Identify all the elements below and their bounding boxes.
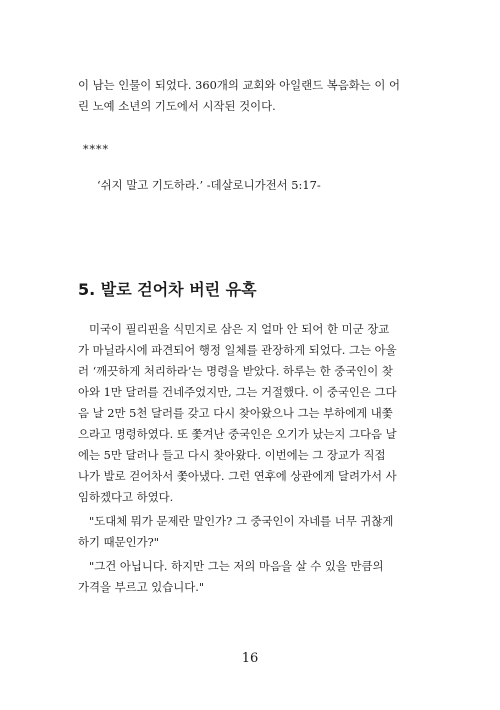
paragraph-line: 임하겠다고 하였다. [78, 490, 174, 504]
paragraph-line: 음 날 2만 5천 달러를 갖고 다시 찾아왔으나 그는 부하에게 내쫓 [78, 406, 393, 420]
top-paragraph [78, 75, 436, 117]
paragraph-line: 러 ‘깨끗하게 처리하라’는 명령을 받았다. 하루는 한 중국인이 찾 [78, 364, 393, 378]
section-separator: **** [83, 143, 109, 156]
section-heading: 5. 발로 걷어차 버린 유혹 [78, 280, 257, 299]
paragraph-line: 나가 발로 걷어차서 쫓아냈다. 그런 연후에 상관에게 달려가서 사 [78, 469, 397, 483]
paragraph-line: 아와 1만 달러를 건네주었지만, 그는 거절했다. 이 중국인은 그다 [78, 385, 397, 399]
paragraph-line: 미국이 필리핀을 식민지로 삼은 지 얼마 안 되어 한 미군 장교 [89, 322, 390, 336]
story-paragraph [78, 319, 436, 508]
paragraph-line: 린 노예 소년의 기도에서 시작된 것이다. [78, 99, 276, 113]
paragraph-line: 가격을 부르고 있습니다." [78, 580, 205, 594]
page-number: 16 [241, 651, 259, 666]
paragraph-line: 으라고 명령하였다. 또 쫓겨난 중국인은 오기가 났는지 그다음 날 [78, 427, 397, 441]
paragraph-line: "그건 아닙니다. 하지만 그는 저의 마음을 살 수 있을 만큼의 [89, 559, 384, 573]
paragraph-line: "도대체 뭐가 문제란 말인가? 그 중국인이 자네를 너무 귀찮게 [89, 514, 394, 528]
dialogue-answer [78, 556, 436, 598]
paragraph-line: 하기 때문인가?" [78, 535, 159, 549]
dialogue-question [78, 511, 436, 553]
paragraph-line: 이 남는 인물이 되었다. 360개의 교회와 아일랜드 복음화는 이 어 [78, 78, 401, 92]
bible-quote: ‘쉬지 말고 기도하라.’ -데살로니가전서 5:17- [97, 178, 321, 192]
paragraph-line: 가 마닐라시에 파견되어 행정 일체를 관장하게 되었다. 그는 아울 [78, 343, 397, 357]
paragraph-line: 에는 5만 달러나 들고 다시 찾아왔다. 이번에는 그 장교가 직접 [78, 448, 386, 462]
